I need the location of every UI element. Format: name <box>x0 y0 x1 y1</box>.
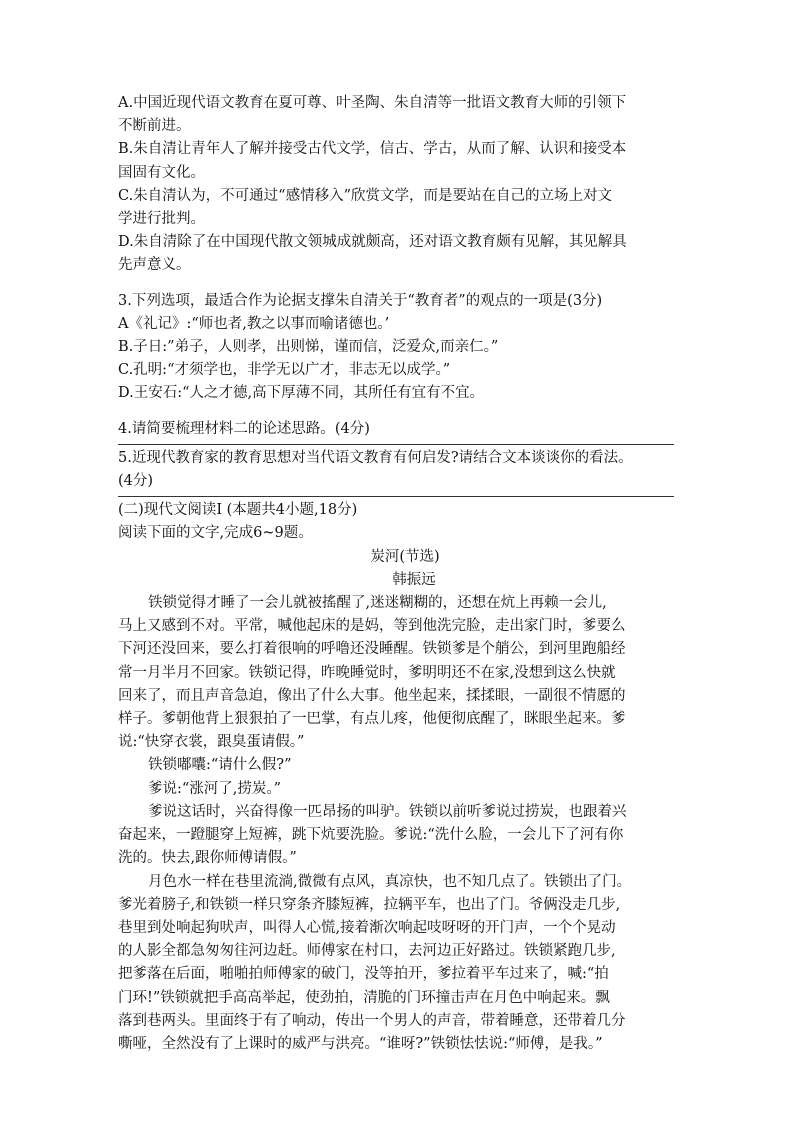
spacer <box>118 278 674 290</box>
passage-line: 回来了，而且声音急迫，像出了什么大事。他坐起来，揉揉眼，一副很不情愿的 <box>118 687 626 704</box>
passage-line: 常一月半月不回家。铁锁记得，昨晚睡觉时，爹明明还不在家,没想到这么快就 <box>118 664 616 681</box>
option-a-line1: A.中国近现代语文教育在夏可尊、叶圣陶、朱自清等一批语文教育大师的引领下 <box>118 95 627 111</box>
document-page <box>118 92 674 1056</box>
passage-line: 爹说:“涨河了,捞炭。” <box>148 780 282 797</box>
question-3-option-d: D.王安石:“人之才德,高下厚薄不同，其所任有宜有不宜。 <box>118 385 485 402</box>
passage-line: 铁锁觉得才睡了一会儿就被搖醒了,迷迷糊糊的，还想在炕上再赖一会儿, <box>148 595 607 612</box>
passage-body <box>118 592 674 1056</box>
passage-line: 样子。爹朝他背上狠狠拍了一巴掌，有点儿疼，他便彻底醒了，眯眼坐起来。爹 <box>118 711 626 728</box>
q2-options <box>118 92 674 278</box>
passage-line: 说:“快穿衣裳，跟臭蛋请假。” <box>118 734 305 751</box>
passage-line: 铁锁嘟囔:“请什么假?” <box>148 757 292 774</box>
passage-line: 爹光着膀子,和铁锁一样只穿条齐膝短裤，拉辆平车，也出了门。爷俩没走几步, <box>118 896 621 913</box>
section-instruction: 阅读下面的文字,完成6~9题。 <box>118 525 313 542</box>
question-5-line2: (4分) <box>118 473 154 490</box>
option-b-line1: B.朱自清让青年人了解并接受古代文学，信古、学古，从而了解、认识和接受本 <box>118 141 627 158</box>
passage-line: 下河还没回来，要么打着很响的呼噜还没睡醒。铁锁爹是个艄公，到河里跑船经 <box>118 641 626 658</box>
passage-line: 爹说这话时，兴奋得像一匹昂扬的叫驴。铁锁以前听爹说过捞炭，也跟着兴 <box>148 803 627 820</box>
option-c-line1: C.朱自清认为，不可通过“感情移入”欣赏文学，而是要站在自己的立场上对文 <box>118 187 613 204</box>
passage-title: 炭河(节选) <box>370 548 440 565</box>
question-5 <box>118 447 674 497</box>
passage-line: 把爹落在后面，啪啪拍师傅家的破门，没等拍开，爹拉着平车过来了，喊:“拍 <box>118 966 609 983</box>
question-4 <box>118 418 674 445</box>
passage-line: 月色水一样在巷里流淌,微微有点风，真凉快，也不知几点了。铁锁出了门。 <box>148 873 632 890</box>
question-3-option-a: A《礼记》:“师也者,教之以事而喻诸德也。’ <box>118 315 390 332</box>
option-d-line2: 先声意义。 <box>118 257 191 274</box>
option-a-line2: 不断前进。 <box>118 118 191 135</box>
passage-line: 的人影全都急匆匆往河边赶。师傅家在村口，去河边正好路过。铁锁紧跑几步, <box>118 943 616 960</box>
section-heading: (二)现代文阅读Ⅰ (本题共4小题,18分) <box>118 502 358 519</box>
answer-line <box>118 444 674 445</box>
question-3 <box>118 290 674 406</box>
passage-line: 洗的。快去,跟你师傅请假。” <box>118 850 297 867</box>
question-3-stem: 3.下列选项，最适合作为论据支撑朱自清关于“教育者”的观点的一项是(3分) <box>118 292 603 309</box>
passage-line: 奋起来，一蹬腿穿上短裤，跳下炕要洗脸。爹说:“洗什么脸，一会儿下了河有你 <box>118 827 624 844</box>
option-b-line2: 国固有文化。 <box>118 164 205 181</box>
option-d-line1: D.朱自清除了在中国现代散文领城成就颇高，还对语文教育颇有见解，其见解具 <box>118 234 627 251</box>
question-5-line1: 5.近现代教育家的教育思想对当代语文教育有何启发?请结合文本谈谈你的看法。 <box>118 449 633 466</box>
passage-line: 巷里到处响起狗吠声，叫得人心慌,接着渐次响起吱呀呀的开门声，一个个晃动 <box>118 919 616 936</box>
answer-line <box>118 496 674 497</box>
passage-line: 门环!”铁锁就把手高高举起，使劲拍，清脆的门环撞击声在月色中响起来。飘 <box>118 989 610 1006</box>
question-3-option-c: C.孔明:“才须学也，非学无以广才，非志无以成学。” <box>118 362 451 379</box>
section-2 <box>118 499 674 592</box>
passage-line: 落到巷两头。里面终于有了响动，传出一个男人的声音，带着睡意，还带着几分 <box>118 1012 626 1029</box>
question-3-option-b: B.子日:”弟子，人则孝，出则悌，谨而信，泛爱众,而亲仁。” <box>118 339 499 356</box>
passage-author: 韩振远 <box>392 571 436 588</box>
spacer <box>118 406 674 418</box>
question-4-stem: 4.请简要梳理材料二的论述思路。(4分) <box>118 420 370 437</box>
passage-line: 嘶哑，全然没有了上课时的威严与洪亮。“谁呀?”铁锁怯怯说:“师傅，是我。” <box>118 1035 603 1052</box>
option-c-line2: 学进行批判。 <box>118 211 205 228</box>
passage-line: 马上又感到不对。平常，喊他起床的是妈，等到他洗完脸，走出家门时，爹要么 <box>118 618 626 635</box>
